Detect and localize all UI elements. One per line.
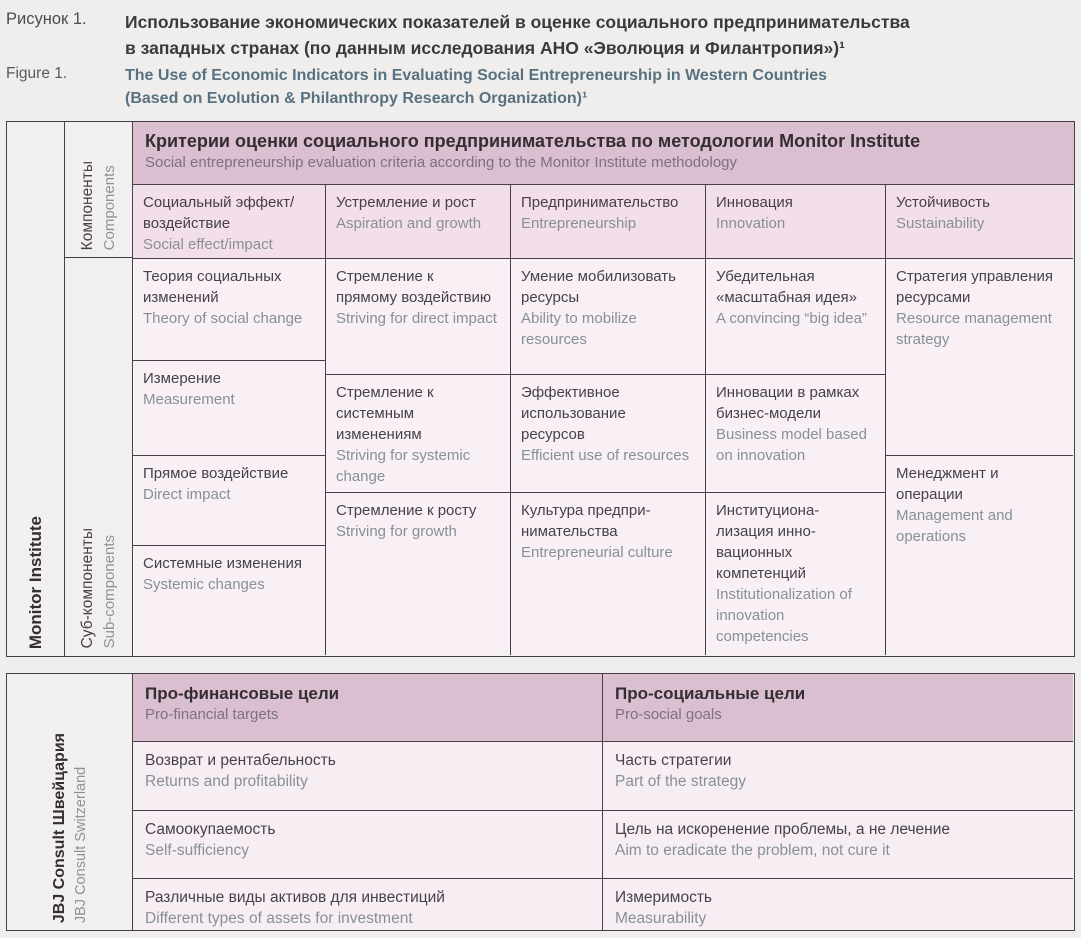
column-sustainability	[885, 185, 1073, 655]
header-ru: Устремление и рост	[336, 194, 476, 211]
monitor-institute-label-text: Monitor Institute	[25, 515, 45, 649]
cell-big-idea	[706, 258, 885, 374]
jbj-label-ru: JBJ Consult Швейцария	[51, 732, 68, 923]
cell-en: Resource management strategy	[896, 310, 1052, 348]
column-aspiration-growth	[325, 185, 510, 655]
cell-ru: Эффективное использование ресурсов	[521, 384, 626, 443]
cell-management-operations	[886, 455, 1073, 655]
header-ru: Про-социальные цели	[615, 684, 806, 703]
cell-ru: Умение мобилизовать ресурсы	[521, 268, 676, 306]
caption-row-ru	[6, 9, 1076, 61]
row-group-column	[65, 122, 133, 656]
cell-part-of-strategy	[603, 741, 1073, 810]
criteria-header-band	[133, 122, 1074, 185]
cell-self-sufficiency	[133, 810, 602, 878]
column-header-pro-social	[603, 674, 1073, 741]
cell-business-model-innovation	[706, 374, 885, 492]
column-pro-financial	[133, 674, 602, 930]
column-pro-social	[602, 674, 1073, 930]
cell-ru: Измеримость	[615, 889, 713, 906]
cell-resource-management-strategy	[886, 258, 1073, 455]
column-header-pro-financial	[133, 674, 602, 741]
figure-title-en	[125, 64, 827, 110]
column-innovation	[705, 185, 885, 655]
cell-ru: Измерение	[143, 370, 222, 387]
caption-row-en	[6, 64, 1076, 110]
cell-returns-profitability	[133, 741, 602, 810]
cell-asset-types	[133, 878, 602, 929]
cell-en: Striving for growth	[336, 523, 457, 540]
cell-en: Part of the strategy	[615, 773, 746, 790]
subcomponents-label-ru: Суб-компоненты	[79, 527, 96, 648]
criteria-title-ru: Критерии оценки социального предпринимательства по методологии Monitor Institute	[145, 131, 921, 151]
cell-ru: Убедительная «масштабная идея»	[716, 268, 858, 306]
cell-striving-for-growth	[326, 492, 510, 655]
monitor-institute-table	[6, 121, 1075, 657]
cell-ru: Прямое воздействие	[143, 465, 289, 482]
cell-measurability	[603, 878, 1073, 929]
components-label-cell	[65, 122, 132, 258]
cell-striving-systemic-change	[326, 374, 510, 492]
cell-en: Aim to eradicate the problem, not cure it	[615, 842, 890, 859]
cell-efficient-use-resources	[511, 374, 705, 492]
cell-ru: Самоокупаемость	[145, 821, 276, 838]
header-ru: Устойчивость	[896, 194, 990, 211]
jbj-label-en: JBJ Consult Switzerland	[73, 766, 89, 923]
header-ru: Предпринимательство	[521, 194, 679, 211]
cell-systemic-changes	[133, 545, 325, 655]
column-header-aspiration-growth	[326, 185, 510, 258]
components-label-en: Components	[101, 164, 118, 250]
subcomponents-label-cell	[65, 258, 132, 655]
cell-ru: Менеджмент и операции	[896, 465, 999, 503]
cell-ru: Цель на искоренение проблемы, а не лечение	[615, 821, 951, 838]
column-header-entrepreneurship	[511, 185, 705, 258]
cell-ru: Часть стратегии	[615, 752, 732, 769]
cell-en: Direct impact	[143, 486, 231, 503]
cell-ru: Институциона-лизация инно-вационных компетенций	[716, 502, 820, 582]
header-ru: Социальный эффект/воздействие	[143, 194, 295, 232]
cell-en: A convincing “big idea”	[716, 310, 867, 327]
cell-en: Institutionalization of innovation competencies	[716, 586, 852, 645]
header-en: Aspiration and growth	[336, 215, 482, 232]
figure-title-en-line1: The Use of Economic Indicators in Evaluating Social Entrepreneurship in Western Countries	[125, 67, 828, 84]
cell-ru: Инновации в рамках бизнес-модели	[716, 384, 860, 422]
criteria-columns	[133, 185, 1074, 655]
cell-en: Efficient use of resources	[521, 447, 690, 464]
cell-en: Measurement	[143, 391, 235, 408]
subcomponents-label-en: Sub-components	[101, 534, 118, 648]
figure-number-en: Figure 1.	[6, 65, 68, 82]
cell-en: Striving for systemic change	[336, 447, 471, 485]
header-en: Entrepreneurship	[521, 215, 637, 232]
header-en: Social effect/impact	[143, 236, 273, 253]
cell-ru: Системные изменения	[143, 555, 302, 572]
header-en: Pro-financial targets	[145, 706, 279, 723]
criteria-title-en: Social entrepreneurship evaluation criteria according to the Monitor Institute methodology	[145, 154, 738, 171]
cell-ru: Стратегия управления ресурсами	[896, 268, 1054, 306]
column-header-social-effect	[133, 185, 325, 258]
cell-en: Business model based on innovation	[716, 426, 867, 464]
figure-title-ru-line2: в западных странах (по данным исследования АНО «Эволюция и Филантропия»)¹	[125, 38, 845, 58]
cell-theory-of-social-change	[133, 258, 325, 360]
jbj-side-column	[7, 674, 133, 930]
cell-measurement	[133, 360, 325, 455]
cell-en: Entrepreneurial culture	[521, 544, 673, 561]
column-social-effect	[133, 185, 325, 655]
cell-en: Different types of assets for investment	[145, 910, 413, 927]
figure-title-en-line2: (Based on Evolution & Philanthropy Research Organization)¹	[125, 90, 588, 107]
figure-caption	[6, 9, 1076, 110]
cell-eradicate-problem	[603, 810, 1073, 878]
cell-ru: Культура предпри-нимательства	[521, 502, 651, 540]
figure-title-ru	[125, 9, 910, 61]
cell-en: Ability to mobilize resources	[521, 310, 637, 348]
cell-ru: Стремление к прямому воздействию	[336, 268, 492, 306]
cell-en: Theory of social change	[143, 310, 303, 327]
cell-en: Striving for direct impact	[336, 310, 497, 327]
header-ru: Инновация	[716, 194, 793, 211]
figure-title-ru-line1: Использование экономических показателей в оценке социального предпринимательства	[125, 12, 910, 32]
cell-ru: Теория социальных изменений	[143, 268, 282, 306]
column-entrepreneurship	[510, 185, 705, 655]
monitor-institute-side-label	[7, 122, 64, 656]
column-header-sustainability	[886, 185, 1073, 258]
jbj-consult-table	[6, 673, 1075, 931]
cell-striving-direct-impact	[326, 258, 510, 374]
cell-direct-impact	[133, 455, 325, 545]
column-header-innovation	[706, 185, 885, 258]
monitor-institute-side-column	[7, 122, 65, 656]
cell-entrepreneurial-culture	[511, 492, 705, 655]
criteria-grid	[133, 122, 1074, 656]
header-en: Sustainability	[896, 215, 985, 232]
cell-ru: Возврат и рентабельность	[145, 752, 336, 769]
cell-en: Measurability	[615, 910, 707, 927]
cell-en: Management and operations	[896, 507, 1013, 545]
cell-ru: Стремление к системным изменениям	[336, 384, 434, 443]
header-ru: Про-финансовые цели	[145, 684, 340, 703]
figure-number-ru: Рисунок 1.	[6, 10, 87, 28]
cell-mobilize-resources	[511, 258, 705, 374]
jbj-side-label	[7, 674, 132, 930]
cell-en: Systemic changes	[143, 576, 265, 593]
header-en: Innovation	[716, 215, 786, 232]
cell-en: Self-sufficiency	[145, 842, 249, 859]
cell-en: Returns and profitability	[145, 773, 308, 790]
components-label-ru: Компоненты	[79, 160, 96, 250]
cell-ru: Различные виды активов для инвестиций	[145, 889, 445, 906]
cell-institutionalization	[706, 492, 885, 655]
header-en: Pro-social goals	[615, 706, 722, 723]
cell-ru: Стремление к росту	[336, 502, 477, 519]
